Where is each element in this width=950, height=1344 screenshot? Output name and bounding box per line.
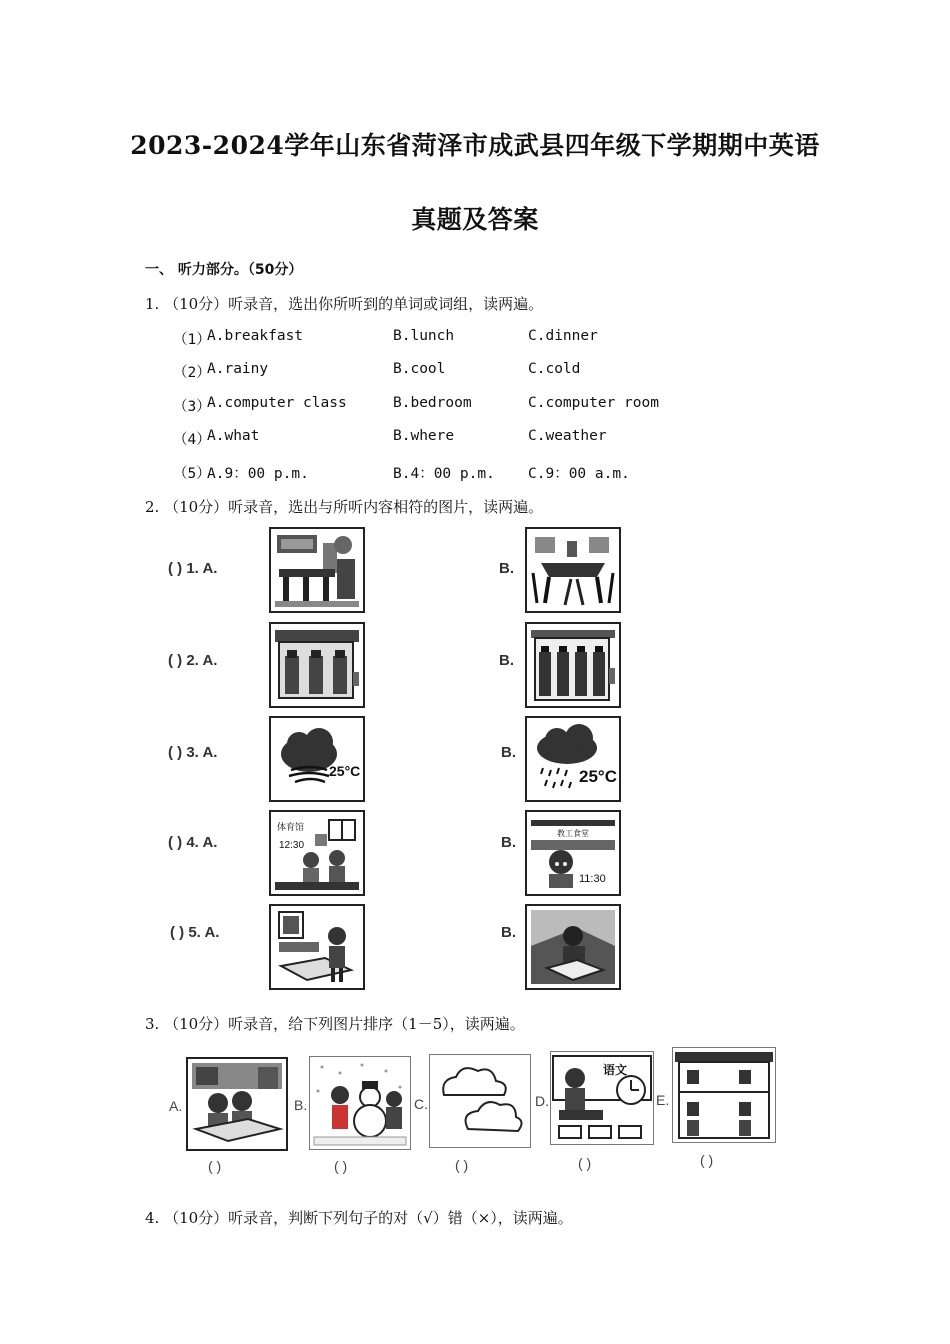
q3-d-chinese-class-picture — [550, 1051, 654, 1145]
q1-option-c: C.weather — [528, 428, 607, 444]
q2-4a-gym-picture — [269, 810, 365, 896]
section-heading: 一、 听力部分。（50分） — [145, 262, 303, 278]
q2-row-label-b: B. — [501, 834, 516, 851]
q2-2a-building-picture — [269, 622, 365, 708]
q3-prompt: 3. （10分）听录音，给下列图片排序（1－5），读两遍。 — [145, 1015, 525, 1033]
q3-d-board-text: 语文 — [603, 1063, 628, 1077]
q2-row-label: ( ) 3. A. — [168, 744, 218, 761]
q2-2b-building-picture — [525, 622, 621, 708]
q4-prompt: 4. （10分）听录音，判断下列句子的对（√）错（×），读两遍。 — [145, 1209, 573, 1227]
q3-blank-d: ( ) — [578, 1155, 592, 1171]
q3-c-cloudy-picture — [429, 1054, 531, 1148]
q1-option-a: A.what — [207, 428, 260, 444]
q2-3b-temperature: 25°C — [579, 767, 617, 786]
q1-option-a: A.rainy — [207, 361, 269, 377]
q3-e-building-picture — [672, 1047, 776, 1143]
q2-row-label: ( ) 4. A. — [168, 834, 218, 851]
q2-row-label-b: B. — [501, 924, 516, 941]
document-title-line1: 2023-2024学年山东省菏泽市成武县四年级下学期期中英语 — [130, 131, 820, 160]
q1-item-number: （2） — [173, 365, 211, 381]
q2-4b-time: 11:30 — [579, 873, 606, 885]
q1-option-c: C.dinner — [528, 328, 598, 344]
q2-5a-study-picture — [269, 904, 365, 990]
q3-blank-a: ( ) — [208, 1158, 222, 1174]
q1-option-c: C.computer room — [528, 395, 659, 411]
q2-1b-dining-room-picture — [525, 527, 621, 613]
q1-option-a: A.computer class — [207, 395, 347, 411]
q3-label-e: E. — [656, 1092, 670, 1108]
q2-row-label-b: B. — [499, 652, 514, 669]
q3-blank-b: ( ) — [334, 1158, 348, 1174]
q1-item-number: （4） — [173, 432, 211, 448]
q1-option-a: A.9：00 p.m. — [207, 466, 309, 482]
q2-row-label-b: B. — [499, 560, 514, 577]
q3-blank-c: ( ) — [455, 1157, 469, 1173]
q1-option-b: B.4：00 p.m. — [393, 466, 495, 482]
document-title-line2: 真题及答案 — [411, 205, 539, 234]
q2-4b-sign: 教工食堂 — [557, 829, 589, 838]
q2-4a-sign: 体育馆 — [277, 823, 305, 833]
q2-row-label-b: B. — [501, 744, 516, 761]
q1-option-b: B.where — [393, 428, 455, 444]
q1-option-b: B.cool — [393, 361, 446, 377]
q1-item-number: （1） — [173, 332, 211, 348]
q2-row-label: ( ) 1. A. — [168, 560, 218, 577]
q2-row-label: ( ) 2. A. — [168, 652, 218, 669]
q1-option-b: B.lunch — [393, 328, 455, 344]
q3-label-d: D. — [535, 1093, 549, 1109]
q3-label-b: B. — [294, 1097, 308, 1113]
q1-option-c: C.cold — [528, 361, 581, 377]
q2-1a-classroom-picture — [269, 527, 365, 613]
q2-5b-reading-picture — [525, 904, 621, 990]
q1-option-a: A.breakfast — [207, 328, 304, 344]
q1-prompt: 1. （10分）听录音，选出你所听到的单词或词组，读两遍。 — [145, 295, 544, 313]
q3-a-classroom-picture — [186, 1057, 288, 1151]
q2-3b-rainy-weather-picture — [525, 716, 621, 802]
q2-4b-canteen-picture — [525, 810, 621, 896]
q1-option-c: C.9：00 a.m. — [528, 466, 630, 482]
q3-label-a: A. — [169, 1098, 183, 1114]
q2-row-label: ( ) 5. A. — [170, 924, 220, 941]
q2-prompt: 2. （10分）听录音，选出与所听内容相符的图片，读两遍。 — [145, 498, 544, 516]
q2-4a-time: 12:30 — [279, 840, 305, 851]
q3-blank-e: ( ) — [700, 1152, 714, 1168]
q3-label-c: C. — [414, 1096, 428, 1112]
q2-3a-temperature: 25°C — [329, 763, 361, 779]
q1-item-number: （3） — [173, 399, 211, 415]
q3-b-snowman-picture — [309, 1056, 411, 1150]
q1-item-number: （5） — [173, 466, 211, 482]
q1-option-b: B.bedroom — [393, 395, 472, 411]
q2-3a-windy-weather-picture — [269, 716, 365, 802]
